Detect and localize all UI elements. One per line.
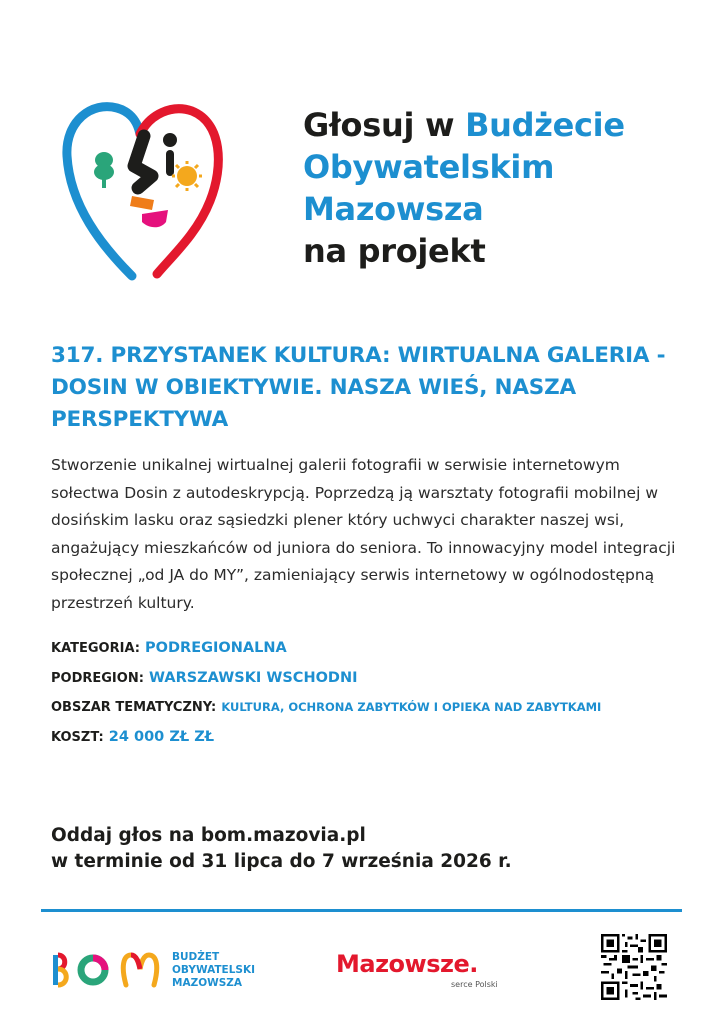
project-title: 317. PRZYSTANEK KULTURA: WIRTUALNA GALERIA - DOSIN W OBIEKTYWIE. NASZA WIEŚ, NASZA PERSPEKTYWA bbox=[51, 343, 666, 432]
cta-line2: w terminie od 31 lipca do 7 września 2026 r. bbox=[51, 851, 512, 872]
heart-face-logo bbox=[62, 96, 227, 281]
project-meta bbox=[51, 632, 691, 750]
meta-cost bbox=[51, 721, 691, 751]
cta-line1: Oddaj głos na bom.mazovia.pl bbox=[51, 825, 366, 846]
qr-code-icon[interactable] bbox=[601, 934, 667, 1000]
headline-line2: Obywatelskim bbox=[303, 148, 555, 186]
mazowsze-subtitle: serce Polski bbox=[451, 980, 498, 989]
area-label: OBSZAR TEMATYCZNY: bbox=[51, 700, 217, 715]
headline-line3: Mazowsza bbox=[303, 190, 484, 228]
headline-line1-dark: Głosuj w bbox=[303, 106, 466, 144]
area-value: KULTURA, OCHRONA ZABYTKÓW I OPIEKA NAD ZABYTKAMI bbox=[221, 700, 602, 714]
bom-logo bbox=[51, 948, 256, 993]
category-label: KATEGORIA: bbox=[51, 641, 140, 656]
project-description: Stworzenie unikalnej wirtualnej galerii fotografii w serwisie internetowym sołectwa Dosin z autodeskrypcją. Poprzedzą ją warsztaty fotografii mobilnej w dosińskim lasku oraz sąsiedzki plener który uchwyci charakter naszej wsi, angażujący mieszkańców od juniora do seniora. To innowacyjny model integracji społecznej „od JA do MY”, zamieniający serwis internetowy w ogólnodostępną przestrzeń kultury. bbox=[51, 456, 676, 612]
bom-logo-icon bbox=[51, 952, 169, 988]
subregion-value: WARSZAWSKI WSCHODNI bbox=[149, 669, 358, 686]
subregion-label: PODREGION: bbox=[51, 670, 144, 686]
category-value: PODREGIONALNA bbox=[145, 640, 287, 656]
bom-line1: BUDŻET bbox=[172, 951, 220, 963]
bom-line2: OBYWATELSKI bbox=[172, 964, 256, 976]
divider bbox=[41, 909, 682, 912]
headline-line4: na projekt bbox=[303, 232, 486, 270]
mazowsze-logo bbox=[336, 950, 514, 998]
cost-label: KOSZT: bbox=[51, 729, 104, 745]
bom-line3: MAZOWSZA bbox=[172, 977, 242, 989]
meta-subregion bbox=[51, 662, 691, 692]
bom-text bbox=[172, 951, 255, 990]
mazowsze-brand: Mazowsze. bbox=[336, 950, 478, 978]
headline bbox=[303, 104, 625, 272]
call-to-action bbox=[51, 823, 512, 875]
meta-area bbox=[51, 691, 691, 721]
headline-line1-blue: Budżecie bbox=[465, 106, 625, 144]
meta-category bbox=[51, 632, 691, 662]
cost-value: 24 000 ZŁ ZŁ bbox=[108, 728, 215, 745]
